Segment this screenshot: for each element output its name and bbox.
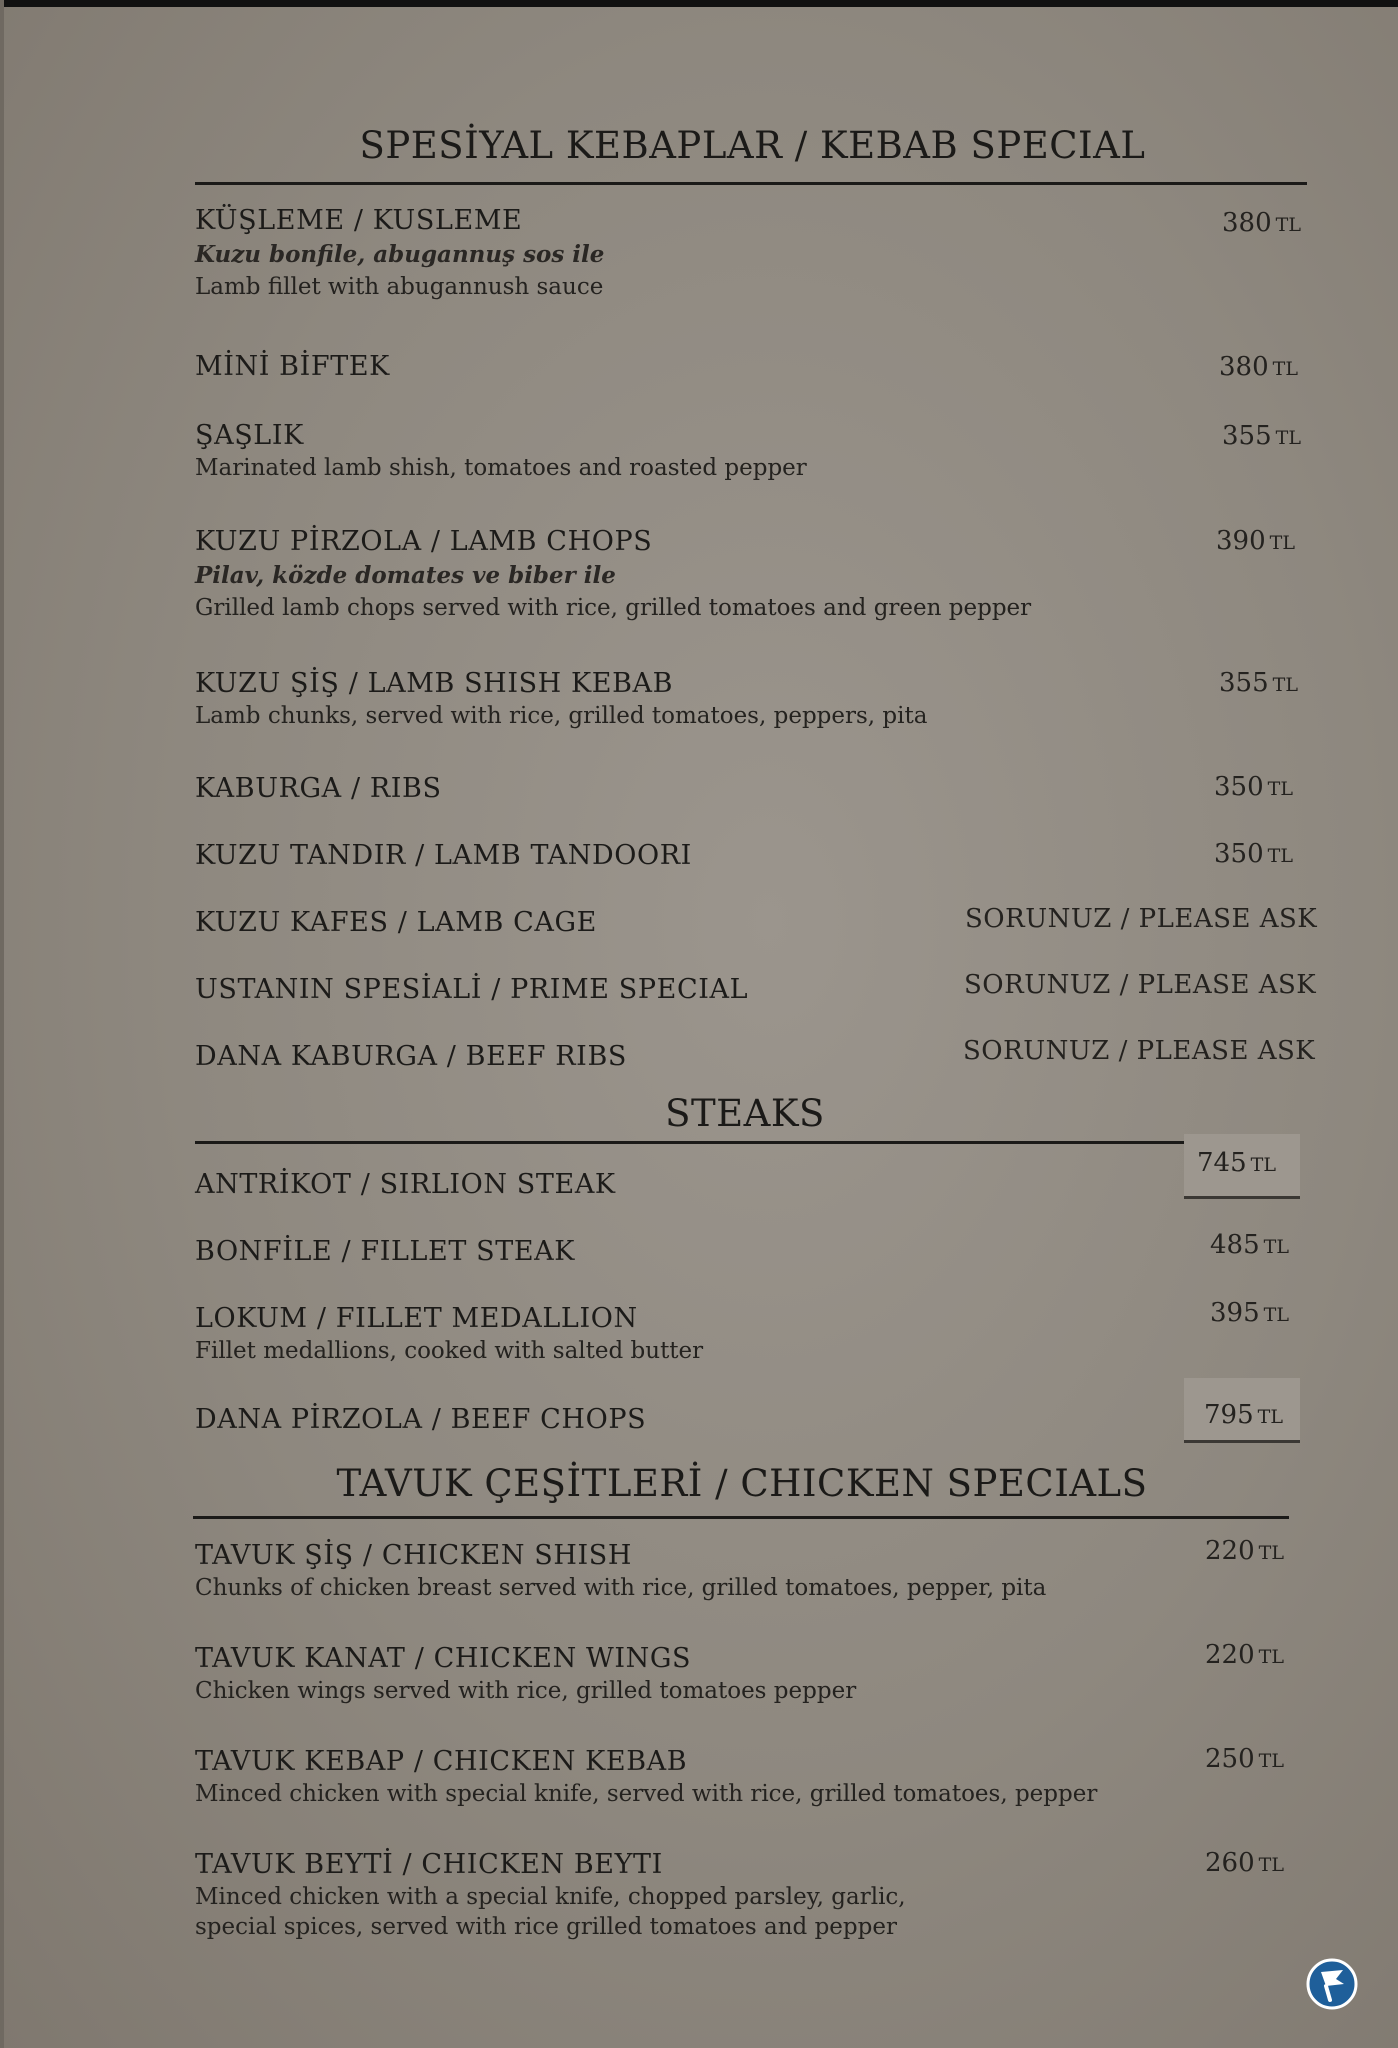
menu-item <box>195 839 1315 873</box>
section-rule <box>195 182 1307 185</box>
item-name: KUZU ŞİŞ / LAMB SHISH KEBAB <box>195 668 674 699</box>
section-title-kebab-special: SPESİYAL KEBAPLAR / KEBAB SPECIAL <box>359 124 1146 167</box>
item-name: BONFİLE / FILLET STEAK <box>195 1236 576 1267</box>
menu-item <box>195 204 1315 302</box>
item-price: 395 TL <box>1210 1298 1289 1328</box>
menu-item <box>195 1539 1315 1603</box>
menu-item <box>195 1403 1315 1437</box>
top-border <box>0 0 1398 7</box>
item-desc: Fillet medallions, cooked with salted butter <box>195 1338 704 1364</box>
item-name: TAVUK KANAT / CHICKEN WINGS <box>195 1643 692 1674</box>
menu-item <box>195 1302 1315 1366</box>
section-title-steaks: STEAKS <box>665 1092 825 1135</box>
item-desc: Minced chicken with a special knife, chopped parsley, garlic, special spices, served with rice grilled tomatoes and pepper <box>195 1884 906 1940</box>
menu-item <box>195 350 1315 384</box>
menu-item <box>195 667 1315 731</box>
item-desc: Lamb fillet with abugannush sauce <box>195 274 604 300</box>
item-price: 355 TL <box>1222 421 1301 451</box>
menu-item <box>195 772 1315 806</box>
item-price: 380 TL <box>1222 208 1301 238</box>
item-desc: Chunks of chicken breast served with rice, grilled tomatoes, pepper, pita <box>195 1575 1047 1601</box>
item-price-ask: SORUNUZ / PLEASE ASK <box>963 1036 1316 1066</box>
flag-logo-icon <box>1306 1958 1358 2010</box>
item-price-ask: SORUNUZ / PLEASE ASK <box>964 970 1317 1000</box>
item-name: TAVUK KEBAP / CHICKEN KEBAB <box>195 1746 688 1777</box>
item-price: 250 TL <box>1205 1744 1284 1774</box>
item-name: MİNİ BİFTEK <box>195 351 390 382</box>
section-rule <box>193 1516 1289 1519</box>
section-title-chicken-specials: TAVUK ÇEŞİTLERİ / CHICKEN SPECIALS <box>336 1462 1148 1505</box>
menu-item <box>195 1642 1315 1706</box>
menu-item <box>195 1168 1315 1202</box>
item-price: 390 TL <box>1216 526 1295 556</box>
section-rule <box>195 1141 1291 1144</box>
item-name: LOKUM / FILLET MEDALLION <box>195 1303 638 1334</box>
item-price: 745 TL <box>1197 1148 1276 1178</box>
item-price: 350 TL <box>1214 772 1293 802</box>
item-name: ŞAŞLIK <box>195 420 304 451</box>
item-price: 220 TL <box>1205 1536 1284 1566</box>
item-name: TAVUK ŞİŞ / CHICKEN SHISH <box>195 1540 632 1571</box>
item-name: ANTRİKOT / SIRLION STEAK <box>195 1169 616 1200</box>
item-desc: Marinated lamb shish, tomatoes and roasted pepper <box>195 455 807 481</box>
item-name: KUZU TANDIR / LAMB TANDOORI <box>195 840 692 871</box>
item-price: 260 TL <box>1205 1848 1284 1878</box>
item-price: 220 TL <box>1205 1640 1284 1670</box>
item-name: KUZU KAFES / LAMB CAGE <box>195 907 597 938</box>
item-price: 485 TL <box>1210 1230 1289 1260</box>
item-name: USTANIN SPESİALİ / PRIME SPECIAL <box>195 974 749 1005</box>
menu-item <box>195 1848 1315 1942</box>
item-price: 795 TL <box>1204 1400 1283 1430</box>
item-name: DANA KABURGA / BEEF RIBS <box>195 1041 627 1072</box>
item-name: KUZU PİRZOLA / LAMB CHOPS <box>195 526 653 557</box>
item-desc: Lamb chunks, served with rice, grilled tomatoes, peppers, pita <box>195 703 928 729</box>
item-desc: Grilled lamb chops served with rice, grilled tomatoes and green pepper <box>195 595 1032 621</box>
item-name: KABURGA / RIBS <box>195 773 442 804</box>
menu-item <box>195 419 1315 483</box>
menu-item <box>195 1235 1315 1269</box>
menu-item <box>195 525 1315 623</box>
left-edge <box>0 0 4 2048</box>
menu-item <box>195 1745 1315 1809</box>
item-desc: Chicken wings served with rice, grilled tomatoes pepper <box>195 1678 857 1704</box>
item-price: 350 TL <box>1214 839 1293 869</box>
item-price: 355 TL <box>1219 668 1298 698</box>
item-turkish-desc: Kuzu bonfile, abugannuş sos ile <box>195 241 605 268</box>
item-name: TAVUK BEYTİ / CHICKEN BEYTI <box>195 1849 663 1880</box>
item-name: KÜŞLEME / KUSLEME <box>195 205 523 236</box>
item-name: DANA PİRZOLA / BEEF CHOPS <box>195 1404 647 1435</box>
item-turkish-desc: Pilav, közde domates ve biber ile <box>195 562 616 589</box>
item-price-ask: SORUNUZ / PLEASE ASK <box>965 904 1318 934</box>
item-desc: Minced chicken with special knife, served with rice, grilled tomatoes, pepper <box>195 1781 1098 1807</box>
item-price: 380 TL <box>1219 352 1298 382</box>
